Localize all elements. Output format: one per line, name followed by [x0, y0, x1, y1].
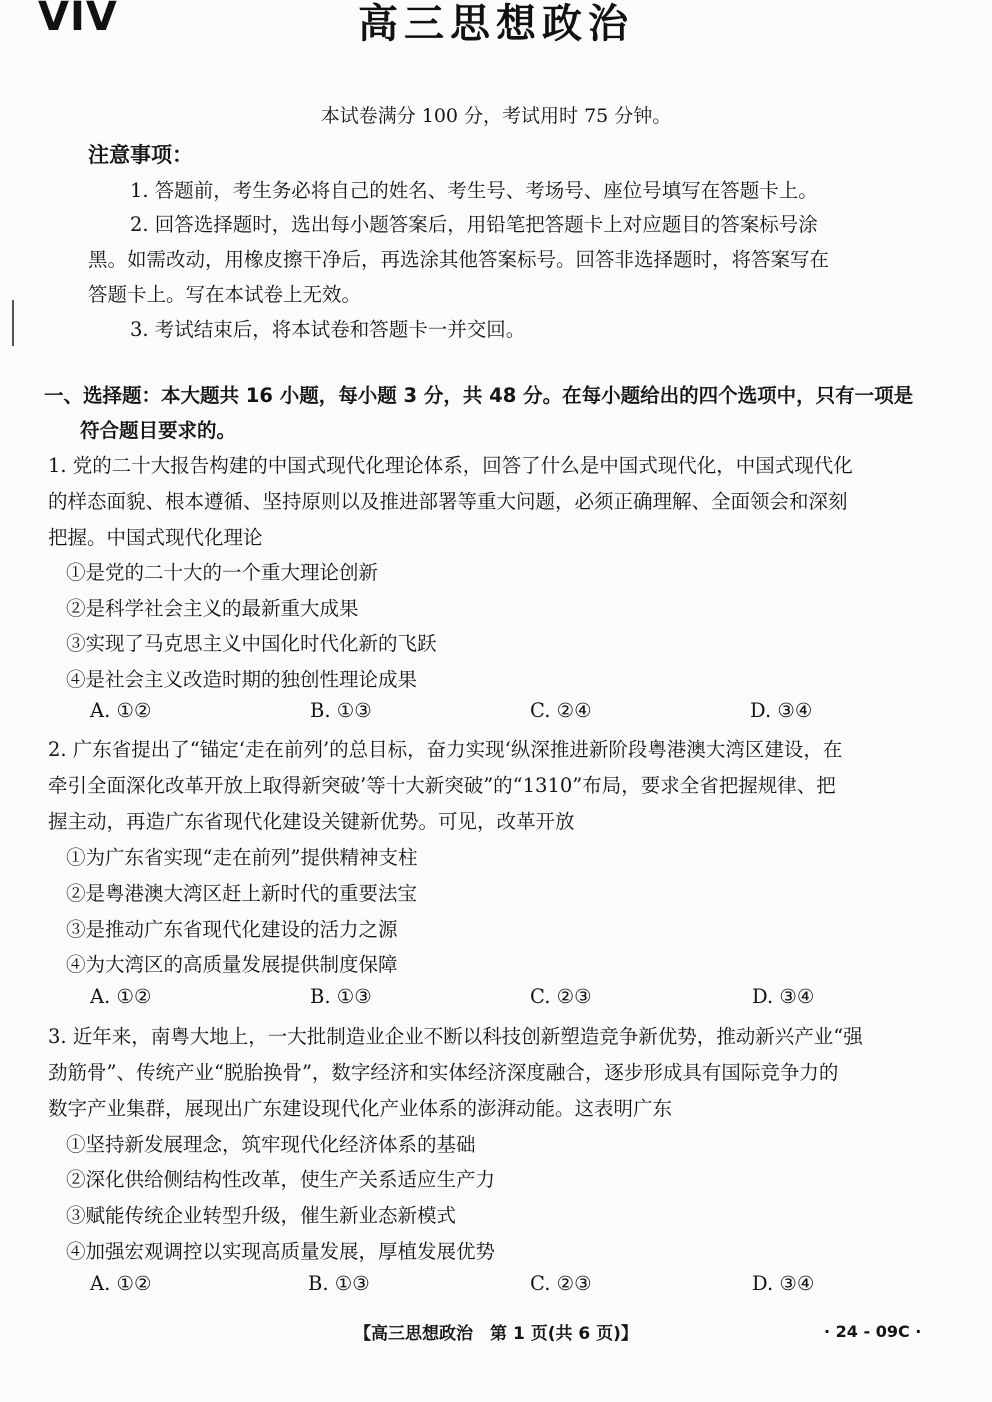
choice-a: A. ①②	[90, 1272, 152, 1295]
statement-option: ③是推动广东省现代化建设的活力之源	[66, 918, 398, 941]
question-stem: 牵引全面深化改革开放上取得新突破’等十大新突破”的“1310”布局，要求全省把握规律、把	[48, 774, 836, 797]
choice-d: D. ③④	[750, 699, 813, 722]
note-line: 3. 考试结束后，将本试卷和答题卡一并交回。	[130, 318, 526, 341]
notes-heading: 注意事项：	[88, 143, 193, 167]
question-stem: 握主动，再造广东省现代化建设关键新优势。可见，改革开放	[48, 810, 575, 833]
statement-option: ②是粤港澳大湾区赶上新时代的重要法宝	[66, 882, 418, 905]
statement-option: ④加强宏观调控以实现高质量发展，厚植发展优势	[66, 1240, 496, 1263]
section-heading-cont: 符合题目要求的。	[80, 419, 237, 442]
note-line: 黑。如需改动，用橡皮擦干净后，再选涂其他答案标号。回答非选择题时，将答案写在	[88, 248, 830, 271]
choice-b: B. ①③	[310, 985, 372, 1008]
choice-b: B. ①③	[308, 1272, 370, 1295]
choice-b: B. ①③	[310, 699, 372, 722]
note-line: 2. 回答选择题时，选出每小题答案后，用铅笔把答题卡上对应题目的答案标号涂	[130, 213, 818, 236]
choice-c: C. ②③	[530, 985, 592, 1008]
statement-option: ④是社会主义改造时期的独创性理论成果	[66, 668, 418, 691]
statement-option: ①坚持新发展理念，筑牢现代化经济体系的基础	[66, 1133, 476, 1156]
note-line: 答题卡上。写在本试卷上无效。	[88, 283, 362, 306]
question-stem: 把握。中国式现代化理论	[48, 526, 263, 549]
exam-info: 本试卷满分 100 分，考试用时 75 分钟。	[320, 105, 672, 127]
statement-option: ②是科学社会主义的最新重大成果	[66, 597, 359, 620]
note-line: 1. 答题前，考生务必将自己的姓名、考生号、考场号、座位号填写在答题卡上。	[130, 179, 818, 202]
question-stem: 数字产业集群，展现出广东建设现代化产业体系的澎湃动能。这表明广东	[48, 1097, 673, 1120]
statement-option: ③实现了马克思主义中国化时代化新的飞跃	[66, 632, 437, 655]
question-stem: 1. 党的二十大报告构建的中国式现代化理论体系，回答了什么是中国式现代化，中国式现代化	[48, 454, 853, 477]
choice-a: A. ①②	[90, 699, 152, 722]
statement-option: ④为大湾区的高质量发展提供制度保障	[66, 953, 398, 976]
choice-d: D. ③④	[752, 1272, 815, 1295]
choice-a: A. ①②	[90, 985, 152, 1008]
question-stem: 劲筋骨”、传统产业“脱胎换骨”，数字经济和实体经济深度融合，逐步形成具有国际竞争力的	[48, 1061, 839, 1084]
page-title: 高三思想政治	[358, 1, 634, 47]
choice-c: C. ②③	[530, 1272, 592, 1295]
question-stem: 2. 广东省提出了“锚定‘走在前列’的总目标，奋力实现‘纵深推进新阶段粤港澳大湾区建设，在	[48, 738, 843, 761]
page-footer: 【高三思想政治 第 1 页(共 6 页)】	[354, 1324, 638, 1344]
corner-mark: VIV	[38, 0, 118, 40]
statement-option: ①为广东省实现“走在前列”提供精神支柱	[66, 846, 418, 869]
question-stem: 的样态面貌、根本遵循、坚持原则以及推进部署等重大问题，必须正确理解、全面领会和深刻	[48, 490, 848, 513]
margin-line	[12, 300, 14, 346]
question-stem: 3. 近年来，南粤大地上，一大批制造业企业不断以科技创新塑造竞争新优势，推动新兴产业“强	[48, 1025, 863, 1048]
statement-option: ①是党的二十大的一个重大理论创新	[66, 561, 379, 584]
section-heading: 一、选择题：本大题共 16 小题，每小题 3 分，共 48 分。在每小题给出的四个选项中，只有一项是	[44, 384, 914, 407]
choice-c: C. ②④	[530, 699, 592, 722]
statement-option: ③赋能传统企业转型升级，催生新业态新模式	[66, 1204, 457, 1227]
exam-code: · 24 - 09C ·	[824, 1322, 922, 1341]
statement-option: ②深化供给侧结构性改革，使生产关系适应生产力	[66, 1168, 496, 1191]
choice-d: D. ③④	[752, 985, 815, 1008]
